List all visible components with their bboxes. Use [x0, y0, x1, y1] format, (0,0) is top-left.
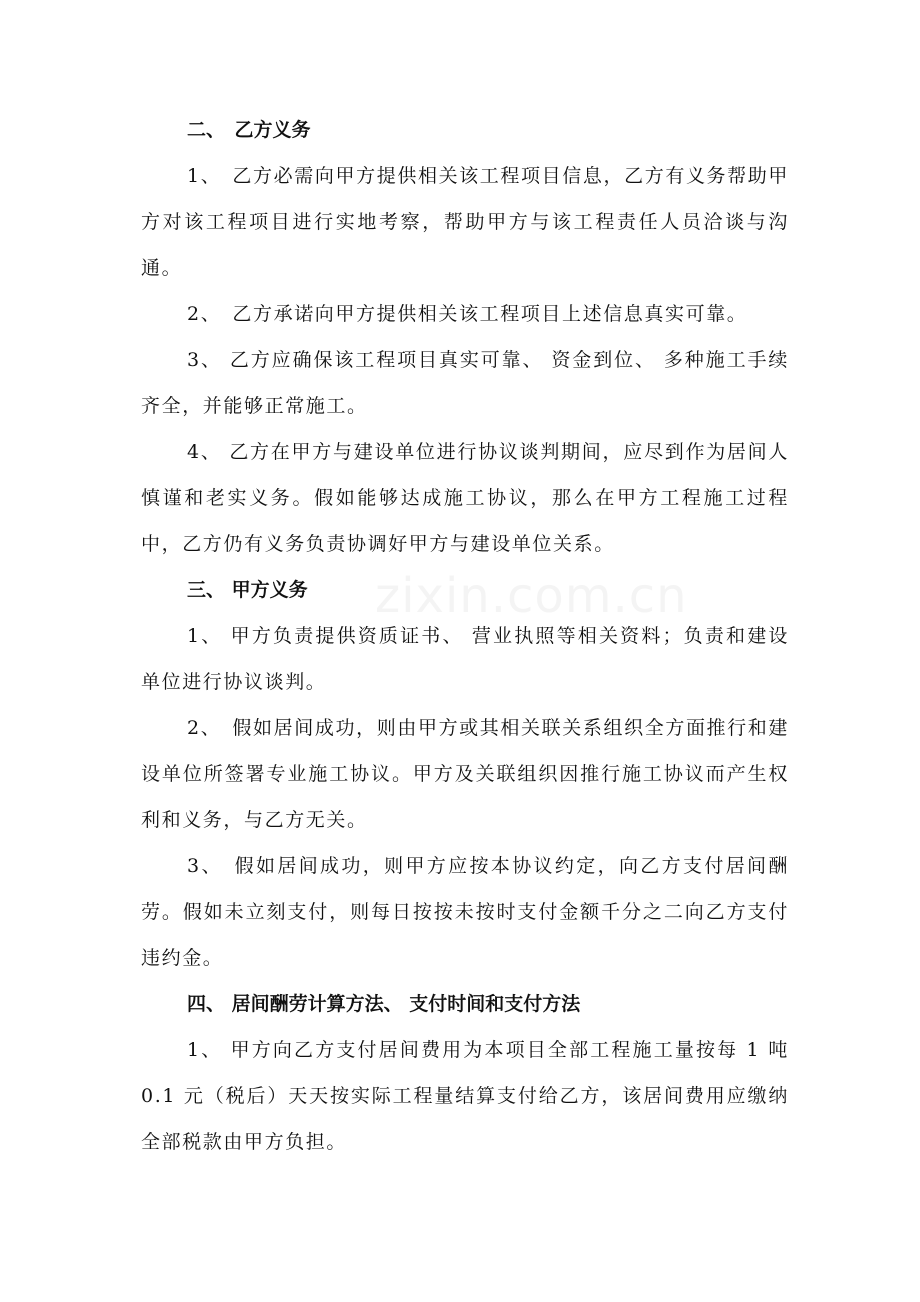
section-obligations-party-b [141, 107, 789, 567]
clause-paragraph: 2、 乙方承诺向甲方提供相关该工程项目上述信息真实可靠。 [187, 303, 748, 325]
section-heading: 四、 居间酬劳计算方法、 支付时间和支付方法 [187, 993, 581, 1015]
section-heading: 三、 甲方义务 [187, 579, 308, 601]
clause-paragraph: 4、 乙方在甲方与建设单位进行协议谈判期间，应尽到作为居间人慎谨和老实义务。假如能够达成施工协议，那么在甲方工程施工过程中，乙方仍有义务负责协调好甲方与建设单位关系。 [141, 441, 789, 555]
section-heading: 二、 乙方义务 [187, 119, 311, 141]
clause-paragraph: 1、 甲方负责提供资质证书、 营业执照等相关资料；负责和建设单位进行协议谈判。 [141, 625, 789, 693]
section-brokerage-fee [141, 981, 789, 1165]
clause-paragraph: 3、 乙方应确保该工程项目真实可靠、 资金到位、 多种施工手续齐全，并能够正常施工。 [141, 349, 789, 417]
clause-paragraph: 3、 假如居间成功，则甲方应按本协议约定，向乙方支付居间酬劳。假如未立刻支付，则每日按按未按时支付金额千分之二向乙方支付违约金。 [141, 855, 789, 969]
clause-paragraph: 2、 假如居间成功，则由甲方或其相关联关系组织全方面推行和建设单位所签署专业施工协议。甲方及关联组织因推行施工协议而产生权利和义务，与乙方无关。 [141, 717, 789, 831]
document-body [141, 107, 789, 1165]
section-obligations-party-a [141, 567, 789, 981]
clause-paragraph: 1、 甲方向乙方支付居间费用为本项目全部工程施工量按每 1 吨 0.1 元（税后）天天按实际工程量结算支付给乙方，该居间费用应缴纳全部税款由甲方负担。 [141, 1039, 789, 1153]
watermark: zixin.com.cn [375, 568, 688, 624]
clause-paragraph: 1、 乙方必需向甲方提供相关该工程项目信息，乙方有义务帮助甲方对该工程项目进行实地考察，帮助甲方与该工程责任人员洽谈与沟通。 [141, 165, 789, 279]
